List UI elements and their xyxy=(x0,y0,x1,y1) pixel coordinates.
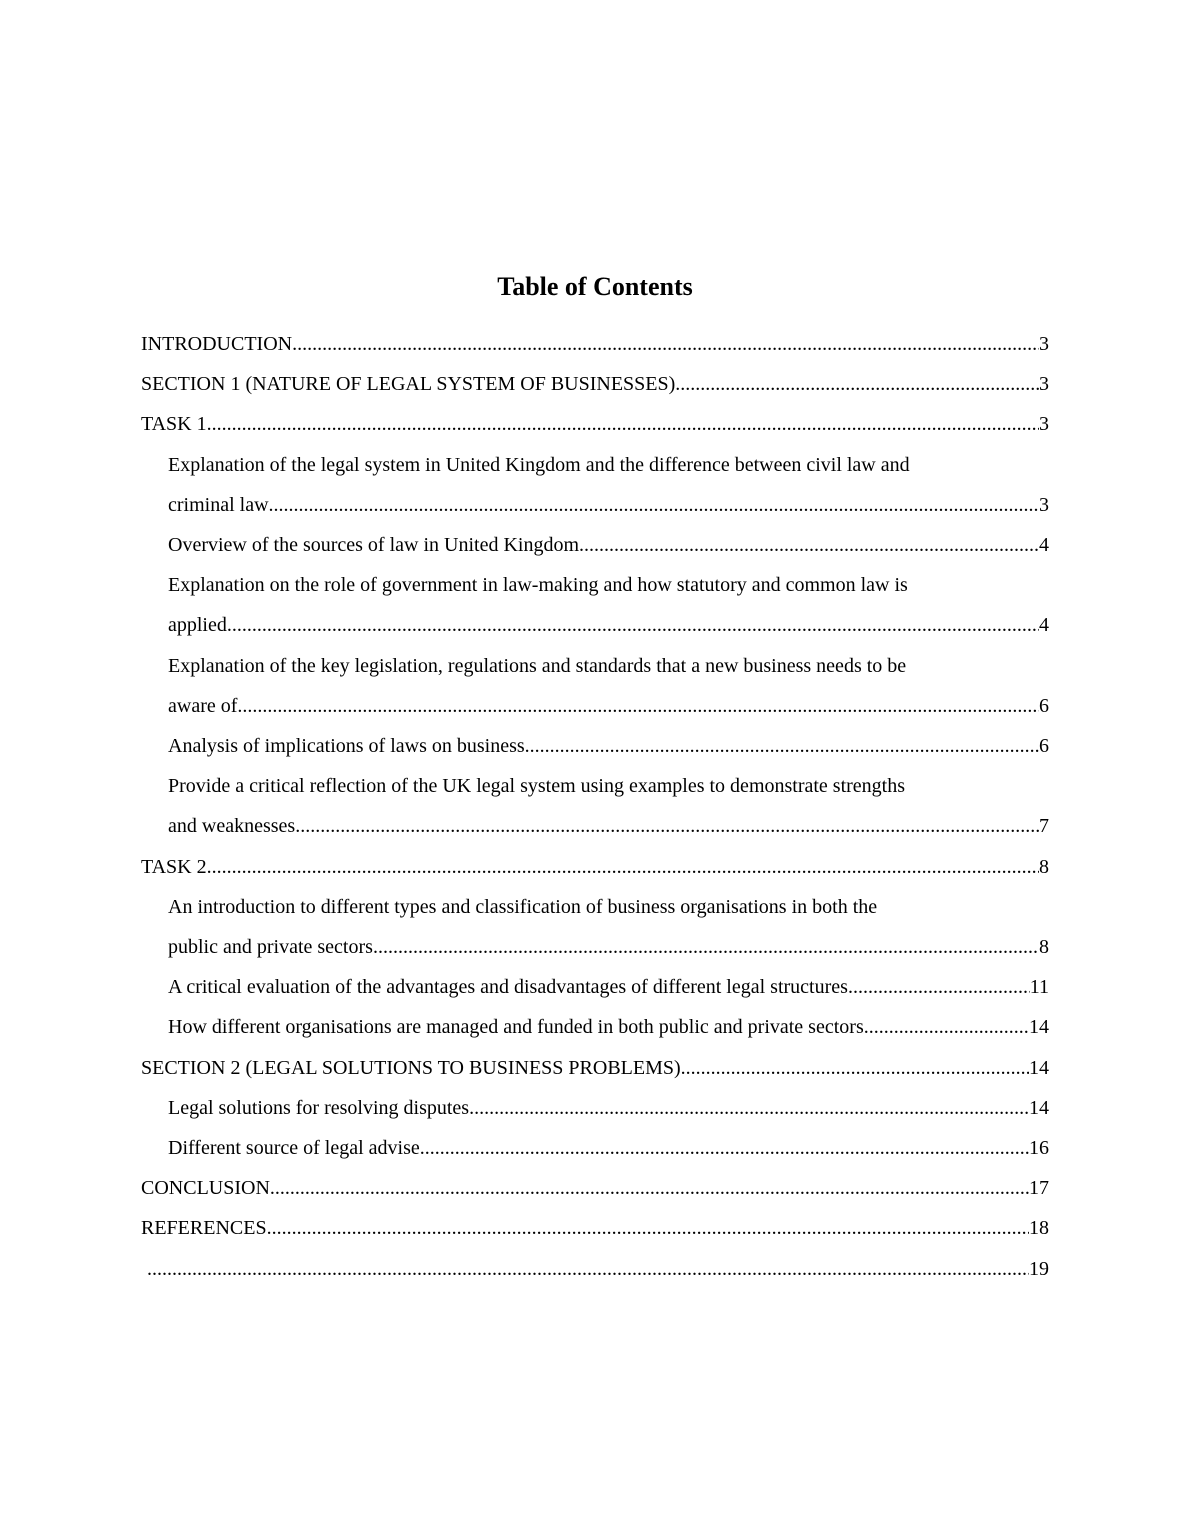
dot-leader xyxy=(270,1168,1029,1208)
toc-page-number: 6 xyxy=(1039,694,1049,717)
dot-leader xyxy=(681,1048,1029,1088)
dot-leader xyxy=(147,1249,1029,1289)
toc-page-number: 19 xyxy=(1029,1257,1049,1280)
toc-page-number: 6 xyxy=(1039,735,1049,758)
toc-page-number: 18 xyxy=(1029,1217,1049,1240)
toc-entry-sources-of-law[interactable] xyxy=(168,525,1049,565)
dot-leader xyxy=(237,686,1039,726)
toc-page-number: 8 xyxy=(1039,855,1049,878)
toc-entry-label: SECTION 2 (LEGAL SOLUTIONS TO BUSINESS PROBLEMS) xyxy=(141,1056,681,1079)
dot-leader xyxy=(848,967,1030,1007)
toc-entry-label: SECTION 1 (NATURE OF LEGAL SYSTEM OF BUSINESSES) xyxy=(141,373,676,396)
toc-entry-resolving-disputes[interactable] xyxy=(168,1088,1049,1128)
dot-leader xyxy=(207,404,1039,444)
toc-page-number: 16 xyxy=(1029,1137,1049,1160)
toc-page-number: 3 xyxy=(1039,493,1049,516)
toc-entry-label: REFERENCES xyxy=(141,1217,267,1240)
toc-entry-label: Analysis of implications of laws on business xyxy=(168,735,525,758)
toc-page-number: 14 xyxy=(1029,1016,1049,1039)
dot-leader xyxy=(864,1007,1029,1047)
toc-entry-role-of-government[interactable] xyxy=(168,565,1049,645)
toc-entry-untitled[interactable] xyxy=(141,1249,1049,1289)
toc-entry-label-line1: Explanation of the legal system in United Kingdom and the difference between civil law and xyxy=(168,453,910,476)
toc-page-number: 14 xyxy=(1029,1096,1049,1119)
dot-leader xyxy=(525,726,1039,766)
toc-page-number: 4 xyxy=(1039,534,1049,557)
toc-page-number: 3 xyxy=(1039,413,1049,436)
toc-page-number: 4 xyxy=(1039,614,1049,637)
toc-entry-label: Legal solutions for resolving disputes xyxy=(168,1096,470,1119)
toc-page-number: 3 xyxy=(1039,373,1049,396)
toc-entry-label: A critical evaluation of the advantages and disadvantages of different legal structures xyxy=(168,976,848,999)
toc-entry-references[interactable] xyxy=(141,1208,1049,1248)
toc-page-number: 14 xyxy=(1029,1056,1049,1079)
toc-entry-task-1[interactable] xyxy=(141,404,1049,444)
dot-leader xyxy=(292,324,1039,364)
toc-entry-label: How different organisations are managed and funded in both public and private sectors xyxy=(168,1016,864,1039)
toc-entry-label: criminal law xyxy=(168,493,269,516)
toc-entry-label: aware of xyxy=(168,694,238,717)
toc-entry-label-line1: Explanation of the key legislation, regulations and standards that a new business needs to be xyxy=(168,654,907,677)
toc-entry-legal-advise[interactable] xyxy=(168,1128,1049,1168)
toc-entry-critical-reflection[interactable] xyxy=(168,766,1049,846)
table-of-contents xyxy=(141,324,1049,1289)
toc-entry-label: Different source of legal advise xyxy=(168,1137,420,1160)
toc-entry-label: TASK 1 xyxy=(141,413,207,436)
dot-leader xyxy=(267,1208,1029,1248)
toc-entry-section-2[interactable] xyxy=(141,1048,1049,1088)
toc-entry-managed-and-funded[interactable] xyxy=(168,1007,1049,1047)
toc-entry-label: INTRODUCTION xyxy=(141,333,293,355)
toc-entry-label: and weaknesses xyxy=(168,815,296,838)
toc-entry-business-organisations[interactable] xyxy=(168,887,1049,967)
dot-leader xyxy=(295,806,1039,846)
toc-entry-label: CONCLUSION xyxy=(141,1177,270,1200)
toc-page-number: 7 xyxy=(1039,815,1049,838)
dot-leader xyxy=(207,847,1039,887)
dot-leader xyxy=(579,525,1039,565)
dot-leader xyxy=(373,927,1039,967)
toc-entry-label: TASK 2 xyxy=(141,855,207,878)
toc-entry-section-1[interactable] xyxy=(141,364,1049,404)
toc-entry-key-legislation[interactable] xyxy=(168,646,1049,726)
dot-leader xyxy=(227,605,1039,645)
toc-entry-introduction[interactable] xyxy=(141,324,1049,364)
dot-leader xyxy=(269,485,1039,525)
toc-entry-label-line1: Provide a critical reflection of the UK legal system using examples to demonstrate strengths xyxy=(168,775,906,798)
toc-page-number: 8 xyxy=(1039,936,1049,959)
toc-entry-label: Overview of the sources of law in United Kingdom xyxy=(168,534,580,557)
toc-entry-legal-system-uk[interactable] xyxy=(168,445,1049,525)
toc-entry-implications-of-laws[interactable] xyxy=(168,726,1049,766)
dot-leader xyxy=(420,1128,1029,1168)
toc-title: Table of Contents xyxy=(497,272,693,301)
dot-leader xyxy=(469,1088,1029,1128)
toc-page-number: 11 xyxy=(1029,976,1049,999)
toc-entry-task-2[interactable] xyxy=(141,847,1049,887)
toc-entry-legal-structures[interactable] xyxy=(168,967,1049,1007)
toc-entry-conclusion[interactable] xyxy=(141,1168,1049,1208)
toc-entry-label: applied xyxy=(168,614,227,637)
toc-page-number: 3 xyxy=(1039,333,1049,355)
dot-leader xyxy=(675,364,1039,404)
toc-entry-label: public and private sectors xyxy=(168,936,373,959)
toc-entry-label-line1: Explanation on the role of government in law-making and how statutory and common law is xyxy=(168,574,908,597)
toc-entry-label-line1: An introduction to different types and classification of business organisations in both the xyxy=(168,895,878,918)
toc-page-number: 17 xyxy=(1029,1177,1049,1200)
